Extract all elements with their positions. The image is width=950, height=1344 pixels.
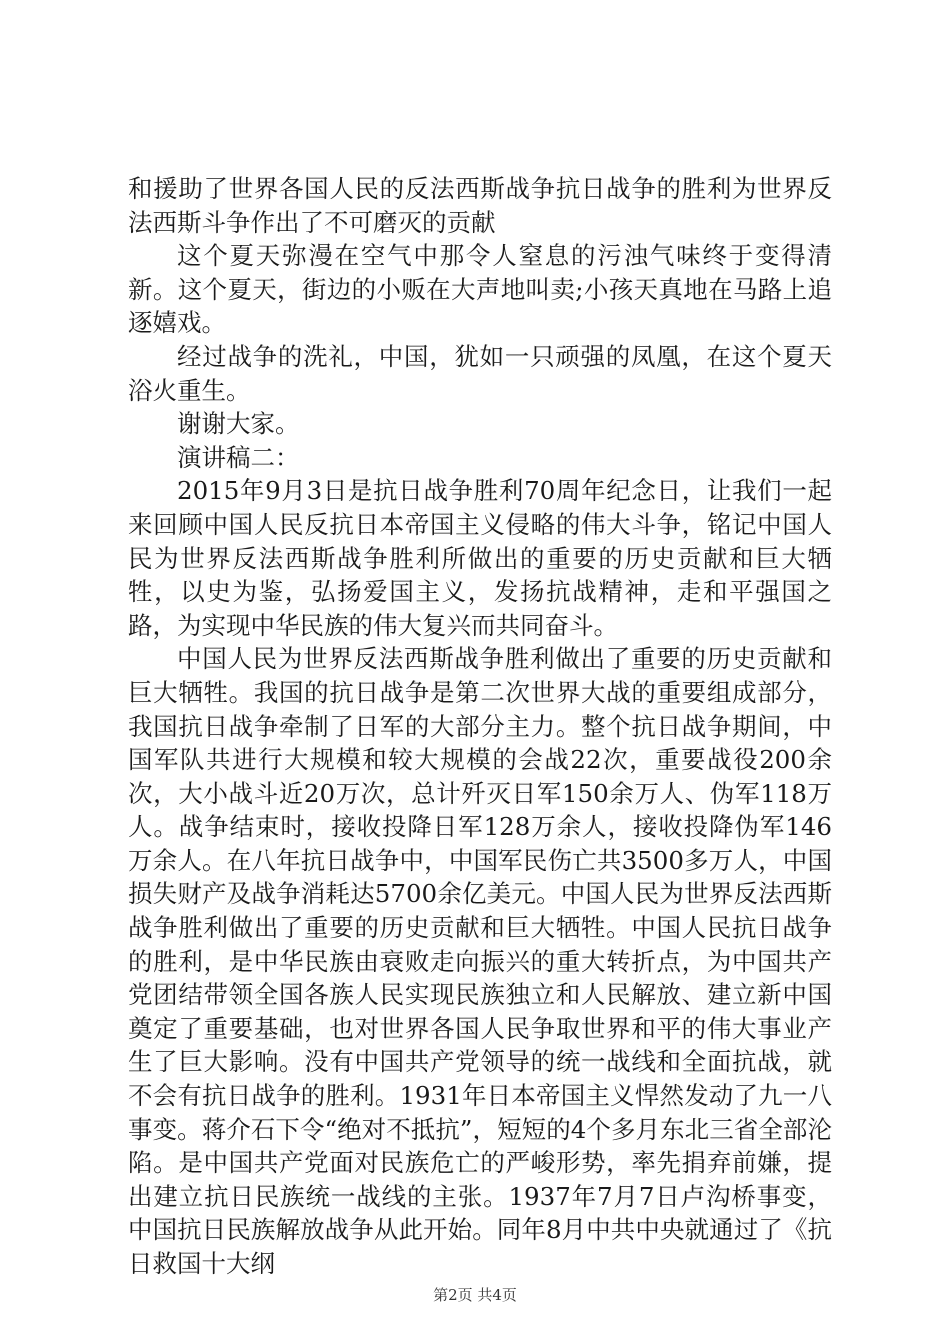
paragraph-contribution: 中国人民为世界反法西斯战争胜利做出了重要的历史贡献和巨大牺牲。我国的抗日战争是第二次世界大战的重要组成部分，我国抗日战争牵制了日军的大部分主力。整个抗日战争期间，中国军队共进行大规模和较大规模的会战22次，重要战役200余次，大小战斗近20万次，总计歼灭日军150余万人、伪军118万人。战争结束时，接收投降日军128万余人，接收投降伪军146万余人。在八年抗日战争中，中国军民伤亡共3500多万人，中国损失财产及战争消耗达5700余亿美元。中国人民为世界反法西斯战争胜利做出了重要的历史贡献和巨大牺牲。中国人民抗日战争的胜利，是中华民族由衰败走向振兴的重大转折点，为中国共产党团结带领全国各族人民实现民族独立和人民解放、建立新中国奠定了重要基础，也对世界各国人民争取世界和平的伟大事业产生了巨大影响。没有中国共产党领导的统一战线和全面抗战，就不会有抗日战争的胜利。1931年日本帝国主义悍然发动了九一八事变。蒋介石下令“绝对不抵抗”，短短的4个多月东北三省全部沦陷。是中国共产党面对民族危亡的严峻形势，率先捐弃前嫌，提出建立抗日民族统一战线的主张。1937年7月7日卢沟桥事变，中国抗日民族解放战争从此开始。同年8月中共中央就通过了《抗日救国十大纲 [128,644,832,1278]
document-body [128,172,832,1281]
paragraph-continuation: 和援助了世界各国人民的反法西斯战争抗日战争的胜利为世界反法西斯斗争作出了不可磨灭的贡献 [128,174,832,237]
paragraph-phoenix: 经过战争的洗礼，中国，犹如一只顽强的凤凰，在这个夏天浴火重生。 [128,341,832,405]
page-number-label: 第2页 共4页 [433,1286,517,1304]
paragraph-anniversary: 2015年9月3日是抗日战争胜利70周年纪念日，让我们一起来回顾中国人民反抗日本帝国主义侵略的伟大斗争，铭记中国人民为世界反法西斯战争胜利所做出的重要的历史贡献和巨大牺牲，以史为鉴，弘扬爱国主义，发扬抗战精神，走和平强国之路，为实现中华民族的伟大复兴而共同奋斗。 [128,476,832,640]
paragraph-summer-fresh: 这个夏天弥漫在空气中那令人窒息的污浊气味终于变得清新。这个夏天，街边的小贩在大声地叫卖;小孩天真地在马路上追逐嬉戏。 [128,241,832,338]
paragraph-thanks: 谢谢大家。 [177,409,300,439]
section-heading-speech-two: 演讲稿二： [177,442,300,472]
page-footer [0,1284,950,1305]
